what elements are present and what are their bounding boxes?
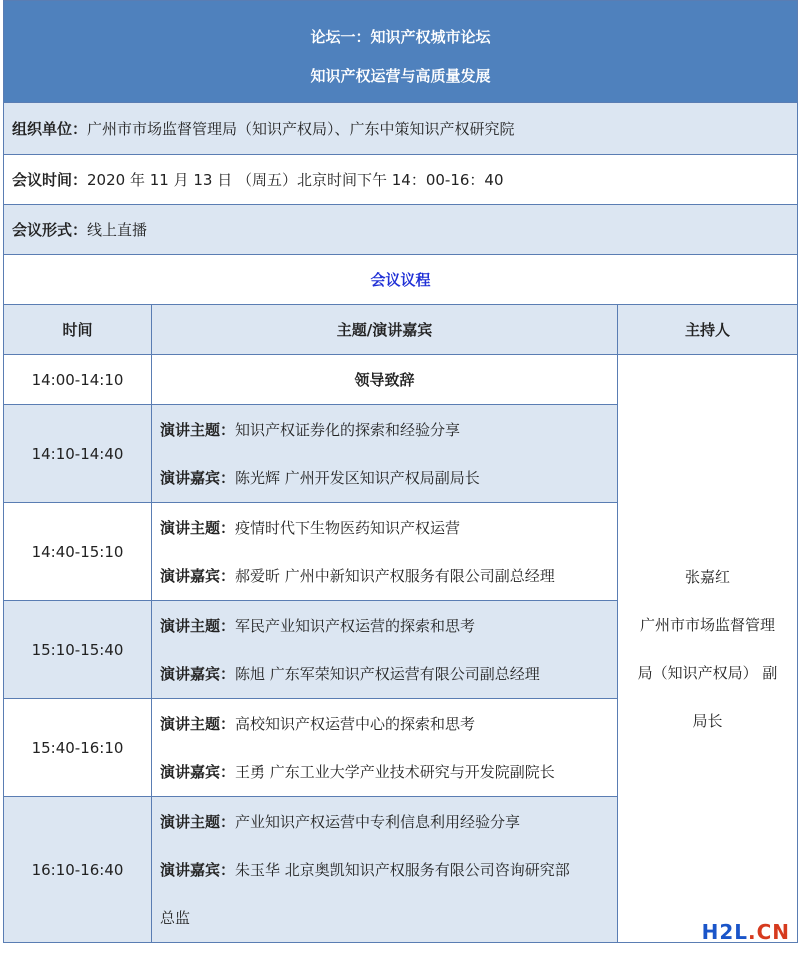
organizer-label: 组织单位： <box>12 120 88 138</box>
watermark-part1: H2L <box>701 920 748 944</box>
session-topic: 军民产业知识产权运营的探索和思考 <box>235 616 476 635</box>
session-topic: 高校知识产权运营中心的探索和思考 <box>235 714 476 733</box>
session-time: 14:40-15:10 <box>4 503 152 601</box>
session-details <box>152 601 618 699</box>
format-row <box>4 205 798 255</box>
column-header-host: 主持人 <box>618 305 798 355</box>
session-speaker: 陈光辉 广州开发区知识产权局副局长 <box>235 468 480 487</box>
session-topic: 疫情时代下生物医药知识产权运营 <box>235 518 461 537</box>
session-details <box>152 797 618 943</box>
session-time: 16:10-16:40 <box>4 797 152 943</box>
topic-label: 演讲主题： <box>160 420 236 439</box>
session-speaker-cont: 总监 <box>160 908 191 927</box>
session-time: 15:10-15:40 <box>4 601 152 699</box>
organizer-row <box>4 103 798 155</box>
session-time: 15:40-16:10 <box>4 699 152 797</box>
agenda-title: 会议议程 <box>4 255 798 305</box>
forum-title: 论坛一：知识产权城市论坛 <box>4 1 798 51</box>
session-details <box>152 699 618 797</box>
site-watermark <box>702 920 790 944</box>
session-speaker: 朱玉华 北京奥凯知识产权服务有限公司咨询研究部 <box>235 860 570 879</box>
format-value: 线上直播 <box>87 221 148 239</box>
speaker-label: 演讲嘉宾： <box>160 664 236 683</box>
opening-title: 领导致辞 <box>152 355 618 405</box>
session-speaker: 郝爱昕 广州中新知识产权服务有限公司副总经理 <box>235 566 555 585</box>
topic-label: 演讲主题： <box>160 616 236 635</box>
time-label: 会议时间： <box>12 171 88 189</box>
session-time: 14:10-14:40 <box>4 405 152 503</box>
watermark-part2: .CN <box>747 920 790 944</box>
time-value: 2020 年 11 月 13 日 （周五）北京时间下午 14：00-16：40 <box>87 171 504 189</box>
session-details <box>152 405 618 503</box>
organizer-value: 广州市市场监督管理局（知识产权局）、广东中策知识产权研究院 <box>87 120 515 138</box>
speaker-label: 演讲嘉宾： <box>160 860 236 879</box>
session-topic: 知识产权证券化的探索和经验分享 <box>235 420 461 439</box>
session-speaker: 陈旭 广东军荣知识产权运营有限公司副总经理 <box>235 664 540 683</box>
topic-label: 演讲主题： <box>160 518 236 537</box>
speaker-label: 演讲嘉宾： <box>160 566 236 585</box>
format-label: 会议形式： <box>12 221 88 239</box>
session-speaker: 王勇 广东工业大学产业技术研究与开发院副院长 <box>235 762 555 781</box>
speaker-label: 演讲嘉宾： <box>160 468 236 487</box>
column-header-topic: 主题/演讲嘉宾 <box>152 305 618 355</box>
column-header-time: 时间 <box>4 305 152 355</box>
session-details <box>152 503 618 601</box>
forum-agenda-table <box>3 0 798 943</box>
topic-label: 演讲主题： <box>160 812 236 831</box>
host-name: 张嘉红 <box>685 567 731 586</box>
opening-time: 14:00-14:10 <box>4 355 152 405</box>
topic-label: 演讲主题： <box>160 714 236 733</box>
host-cell <box>618 355 798 943</box>
time-row <box>4 155 798 205</box>
speaker-label: 演讲嘉宾： <box>160 762 236 781</box>
session-topic: 产业知识产权运营中专利信息利用经验分享 <box>235 812 521 831</box>
host-title-line1: 广州市市场监督管理 <box>640 615 776 634</box>
host-title-line2: 局（知识产权局） 副 <box>637 663 778 682</box>
host-title-line3: 局长 <box>692 711 723 730</box>
forum-subtitle: 知识产权运营与高质量发展 <box>4 51 798 103</box>
